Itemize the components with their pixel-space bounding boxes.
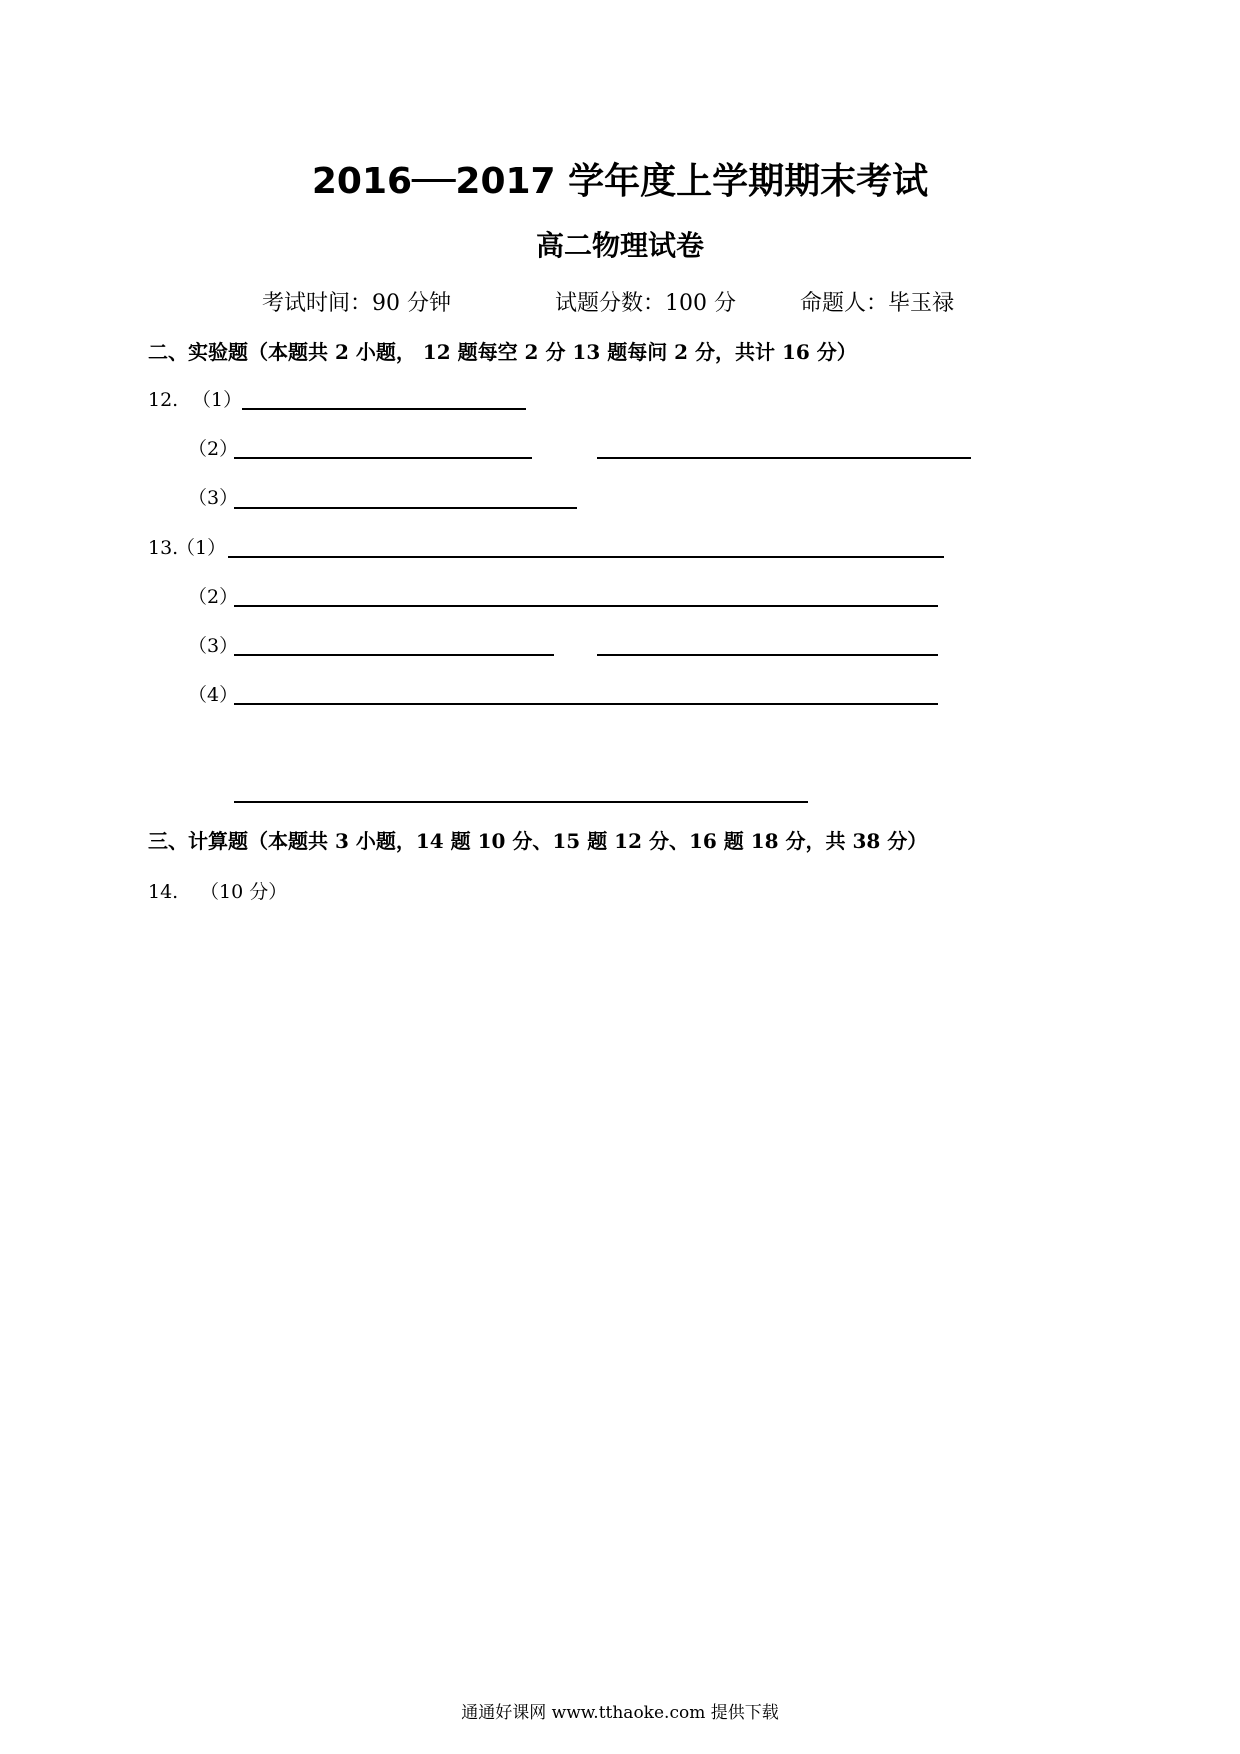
question-14-number: 14. [148, 881, 179, 903]
q13-part-3-label: （3） [188, 635, 239, 657]
q12-part-2-answer-line-b[interactable] [597, 457, 971, 459]
q13-part-1-answer-line[interactable] [228, 556, 944, 558]
q12-part-2-label: （2） [188, 438, 239, 460]
q13-part-3-answer-line-b[interactable] [597, 654, 938, 656]
q12-part-2-answer-line-a[interactable] [234, 457, 532, 459]
q13-part-4-answer-line[interactable] [234, 703, 938, 705]
exam-title: 2016──2017 学年度上学期期末考试 [311, 161, 929, 202]
question-14-score: （10 分） [200, 881, 288, 903]
q12-part-1-answer-line[interactable] [242, 408, 526, 410]
q13-part-4-answer-line-continued[interactable] [234, 801, 808, 803]
exam-author: 命题人：毕玉禄 [800, 291, 955, 316]
exam-subtitle: 高二物理试卷 [535, 229, 704, 262]
q12-part-3-answer-line[interactable] [234, 507, 577, 509]
q12-part-1-label: （1） [192, 389, 243, 411]
q13-part-2-answer-line[interactable] [234, 605, 938, 607]
q12-part-3-label: （3） [188, 487, 239, 509]
total-score: 试题分数：100 分 [555, 291, 736, 316]
question-13-number: 13. [148, 537, 179, 559]
q13-part-1-label: （1） [176, 537, 227, 559]
exam-time: 考试时间：90 分钟 [262, 291, 451, 316]
question-12-number: 12. [148, 389, 179, 411]
q13-part-3-answer-line-a[interactable] [234, 654, 554, 656]
section-2-heading: 二、实验题（本题共 2 小题， 12 题每空 2 分 13 题每问 2 分，共计 16 分） [148, 340, 857, 364]
q13-part-2-label: （2） [188, 586, 239, 608]
footer-download-note: 通通好课网 www.tthaoke.com 提供下载 [461, 1703, 779, 1723]
section-3-heading: 三、计算题（本题共 3 小题，14 题 10 分、15 题 12 分、16 题 18 分，共 38 分） [148, 829, 928, 853]
q13-part-4-label: （4） [188, 684, 239, 706]
